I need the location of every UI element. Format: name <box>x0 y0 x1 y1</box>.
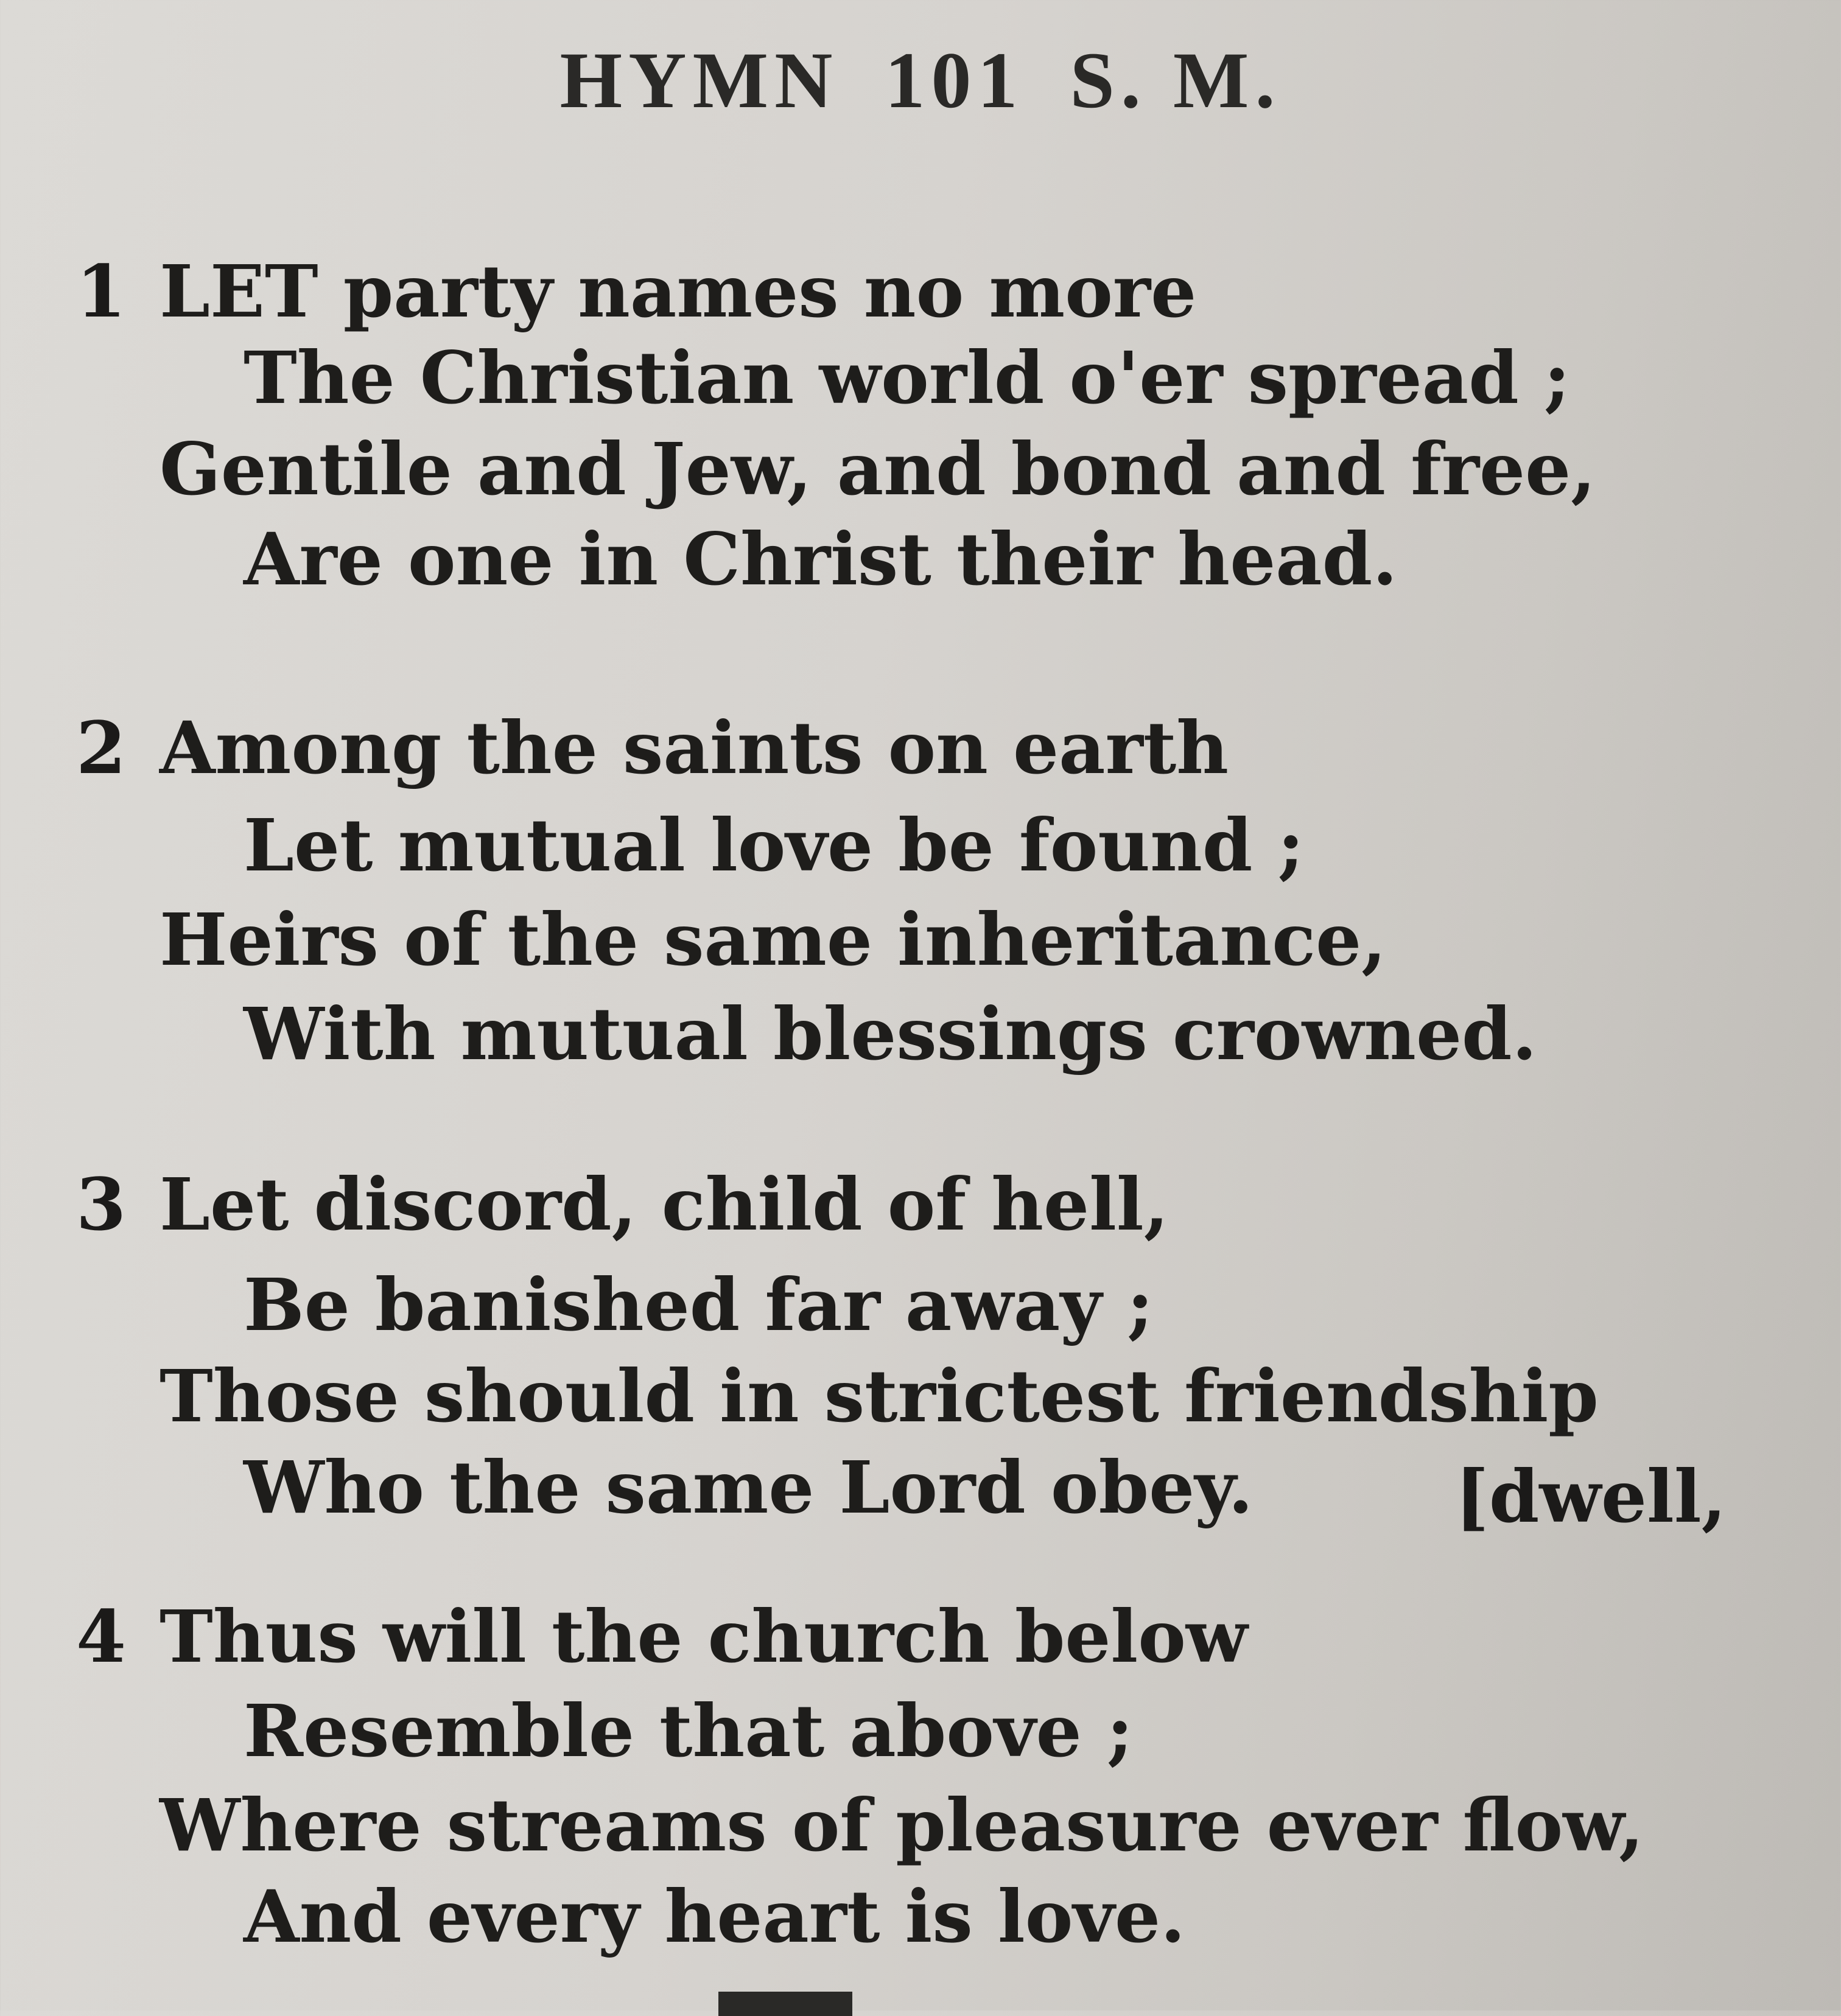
verse-line: Let mutual love be found ; <box>244 803 1305 887</box>
verse-line: Be banished far away ; <box>244 1262 1154 1347</box>
verse-turnover: [dwell, <box>1455 1454 1727 1539</box>
verse-number: 3 <box>76 1162 127 1247</box>
verse-line: LET party names no more <box>160 249 1197 334</box>
verse-line: Those should in strictest friendship <box>160 1354 1599 1438</box>
verse-line: Resemble that above ; <box>244 1689 1134 1773</box>
hymn-meter: S. M. <box>1070 35 1282 125</box>
hymn-title <box>0 33 1841 127</box>
verse-line: The Christian world o'er spread ; <box>244 335 1571 420</box>
verse-number: 1 <box>76 249 127 334</box>
verse-line: Among the saints on earth <box>160 705 1229 790</box>
verse-line: With mutual blessings crowned. <box>244 992 1537 1076</box>
hymn-title-word: HYMN <box>559 35 839 125</box>
verse-line: Let discord, child of hell, <box>160 1162 1169 1247</box>
verse-line: And every heart is love. <box>244 1874 1186 1959</box>
hymn-number: 101 <box>885 35 1024 125</box>
verse-number: 4 <box>76 1594 127 1679</box>
verse-line: Are one in Christ their head. <box>244 517 1398 601</box>
verse-line: Heirs of the same inheritance, <box>160 897 1387 982</box>
verse-line: Who the same Lord obey. <box>244 1445 1254 1530</box>
verse-line: Thus will the church below <box>160 1594 1248 1679</box>
verse-number: 2 <box>76 705 127 790</box>
next-page-top-edge <box>718 1992 852 2016</box>
verse-line: Where streams of pleasure ever flow, <box>160 1783 1644 1867</box>
verse-line: Gentile and Jew, and bond and free, <box>160 427 1596 511</box>
